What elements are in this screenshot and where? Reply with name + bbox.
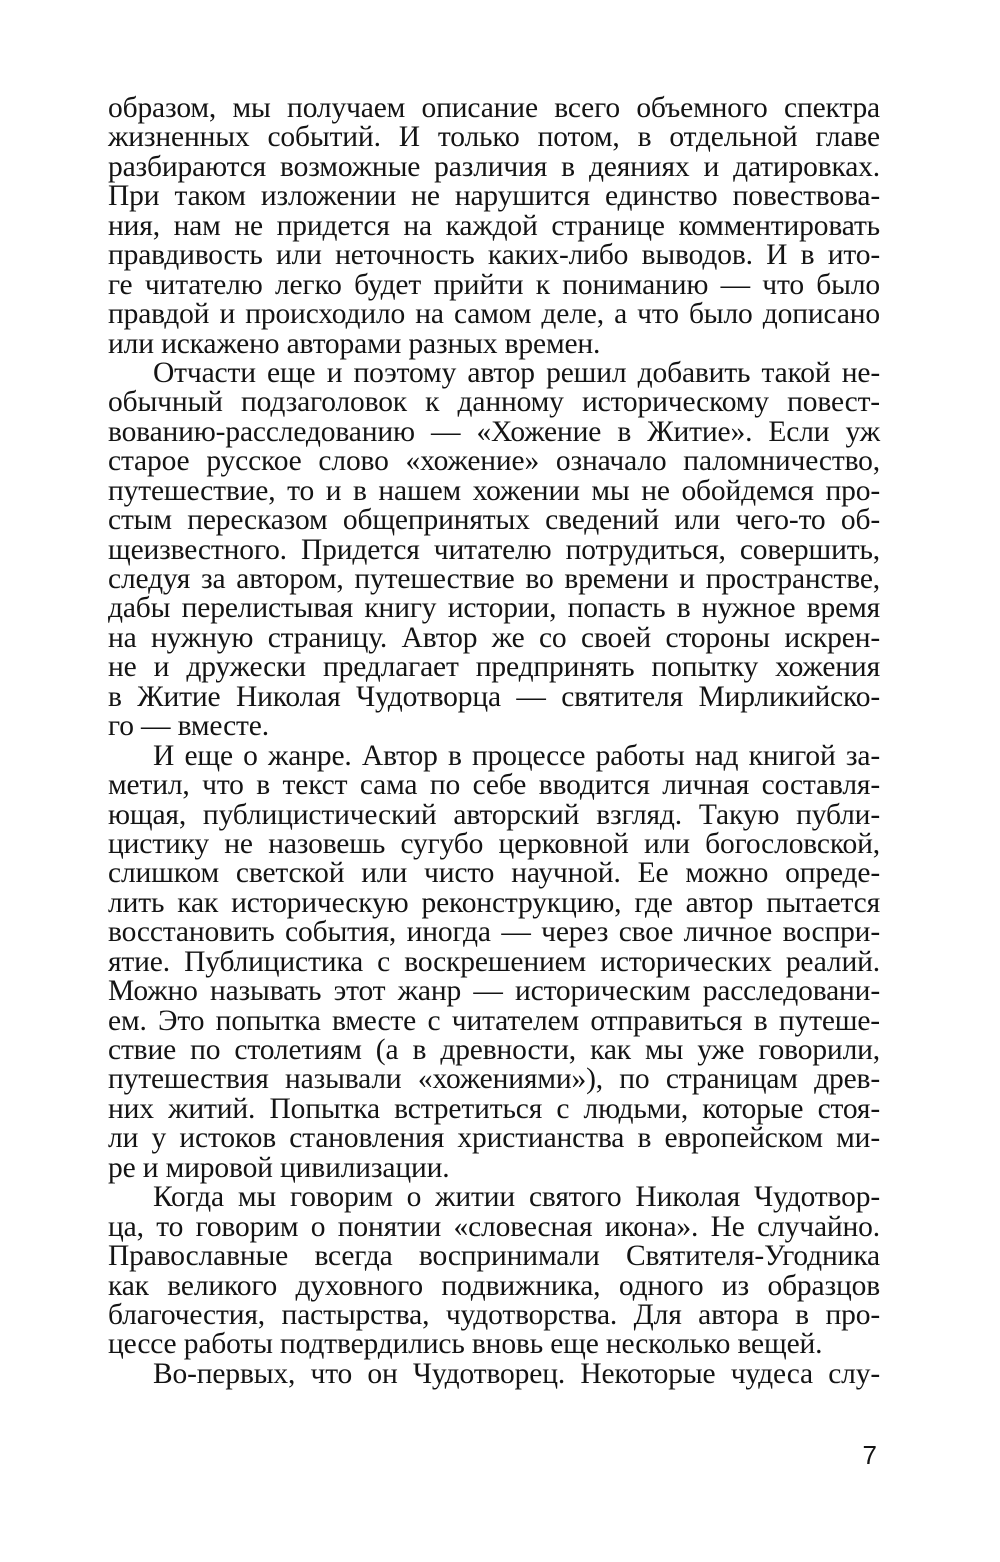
text-line: слишком светской или чисто научной. Ее можно опреде-: [108, 857, 880, 890]
text-line: ем. Это попытка вместе с читателем отправиться в путеше-: [108, 1004, 880, 1037]
text-line: путешествия называли «хожениями»), по страницам древ-: [108, 1063, 880, 1096]
text-line: цистику не назовешь сугубо церковной или богословской,: [108, 827, 880, 860]
text-line: следуя за автором, путешествие во времени и пространстве,: [108, 563, 880, 595]
text-line: цессе работы подтвердились вновь еще несколько вещей.: [108, 1328, 823, 1361]
text-line: ге читателю легко будет прийти к пониманию — что было: [108, 268, 880, 301]
text-line: ятие. Публицистика с воскрешением исторических реалий.: [108, 945, 880, 978]
paragraph-first-line: И еще о жанре. Автор в процессе работы над книгой за-: [153, 739, 880, 772]
text-line: не и дружески предлагает предпринять попытку хожения: [108, 651, 880, 684]
text-line: в Житие Николая Чудотворца — святителя Мирликийско-: [108, 680, 880, 713]
text-line: восстановить события, иногда — через свое личное воспри-: [108, 916, 880, 949]
text-line: метил, что в текст сама по себе вводится личная составля-: [108, 769, 880, 802]
text-line: на нужную страницу. Автор же со своей стороны искрен-: [108, 621, 880, 654]
text-line: ния, нам не придется на каждой странице комментировать: [108, 209, 880, 242]
text-line: правдивость или неточность каких-либо выводов. И в ито-: [108, 239, 880, 272]
text-line: Православные всегда воспринимали Святителя-Угодника: [108, 1240, 880, 1273]
text-line: старое русское слово «хожение» означало паломничество,: [108, 445, 880, 478]
body-text: [108, 94, 880, 1389]
text-line: жизненных событий. И только потом, в отдельной главе: [108, 121, 880, 154]
text-line: образом, мы получаем описание всего объемного спектра: [108, 92, 880, 124]
text-line: стым пересказом общепринятых сведений или чего-то об-: [108, 504, 880, 537]
paragraph-first-line: Отчасти еще и поэтому автор решил добавить такой не-: [153, 356, 880, 389]
text-line: вованию-расследованию — «Хожение в Житие». Если уж: [108, 415, 880, 448]
text-line: ствие по столетиям (а в древности, как мы уже говорили,: [108, 1034, 880, 1066]
text-line: ющая, публицистический авторский взгляд. Такую публи-: [108, 798, 880, 831]
text-line: го — вместе.: [108, 710, 269, 743]
text-line: Можно называть этот жанр — историческим расследовани-: [108, 975, 880, 1008]
text-line: как великого духовного подвижника, одного из образцов: [108, 1269, 880, 1302]
text-line: путешествие, то и в нашем хожении мы не обойдемся про-: [108, 474, 880, 507]
text-line: или искажено авторами разных времен.: [108, 327, 601, 360]
paragraph-first-line: Во-первых, что он Чудотворец. Некоторые чудеса слу-: [153, 1357, 880, 1390]
text-line: лить как историческую реконструкцию, где автор пытается: [108, 886, 880, 919]
page-number: 7: [862, 1440, 877, 1470]
text-line: ца, то говорим о понятии «словесная икона». Не случайно.: [108, 1210, 880, 1243]
paragraph-first-line: Когда мы говорим о житии святого Николая Чудотвор-: [153, 1181, 880, 1214]
text-line: ре и мировой цивилизации.: [108, 1151, 450, 1184]
text-line: При таком изложении не нарушится единство повествова-: [108, 180, 880, 213]
text-line: щеизвестного. Придется читателю потрудиться, совершить,: [108, 533, 880, 566]
text-line: обычный подзаголовок к данному историческому повест-: [108, 386, 880, 419]
text-line: ли у истоков становления христианства в европейском ми-: [108, 1122, 880, 1155]
text-line: дабы перелистывая книгу истории, попасть в нужное время: [108, 592, 880, 625]
text-line: разбираются возможные различия в деяниях и датировках.: [108, 150, 880, 183]
text-line: них житий. Попытка встретиться с людьми, которые стоя-: [108, 1092, 880, 1125]
text-line: благочестия, пастырства, чудотворства. Для автора в про-: [108, 1298, 880, 1331]
text-line: правдой и происходило на самом деле, а что было дописано: [108, 298, 880, 331]
